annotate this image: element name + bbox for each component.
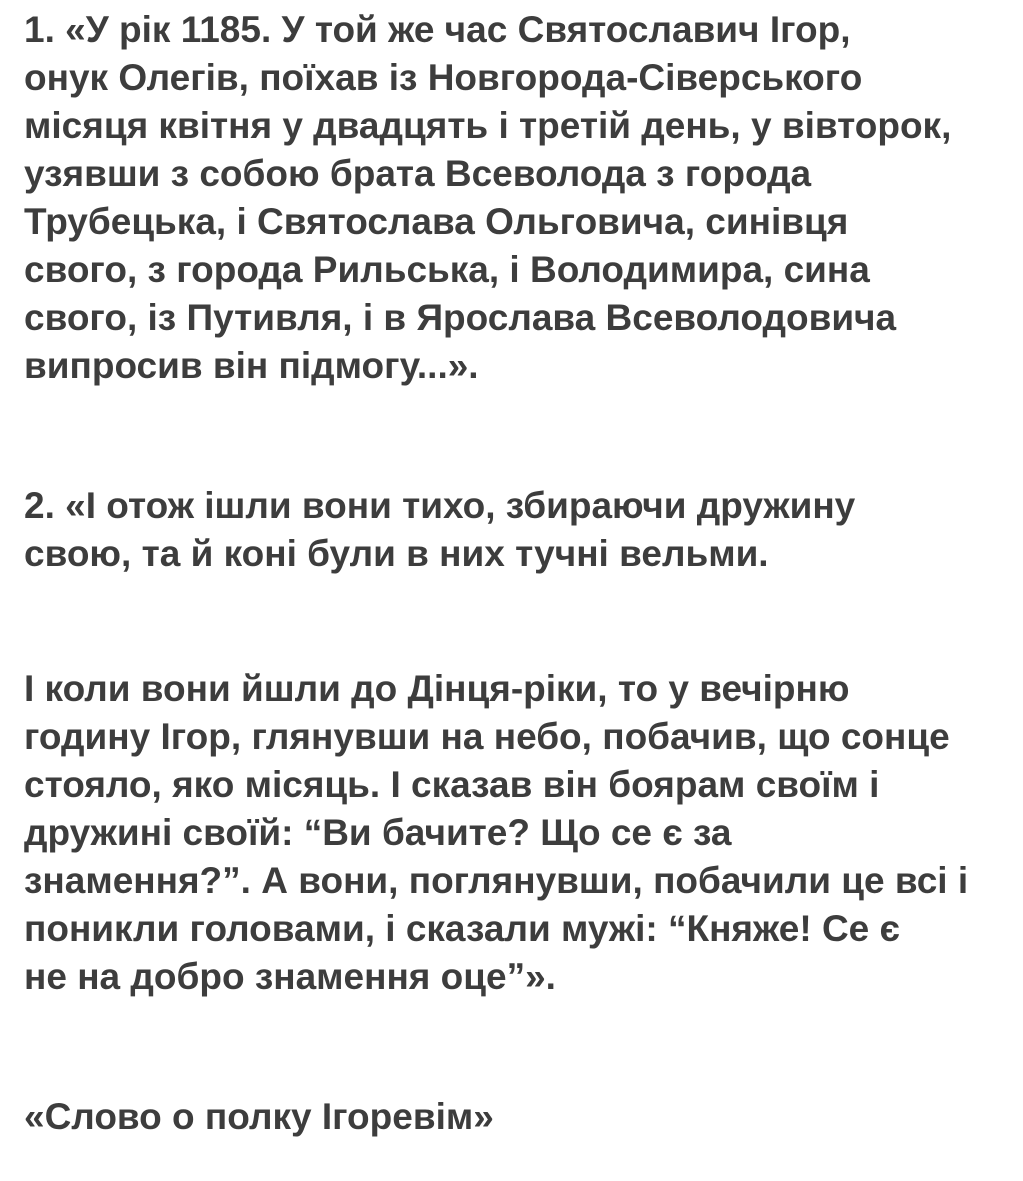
- paragraph-source-title: [24, 1093, 1023, 1141]
- text-line: свою, та й коні були в них тучні вельми.: [24, 533, 769, 574]
- text-line: знамення?”. А вони, поглянувши, побачили це всі і: [24, 860, 969, 901]
- text-line: свого, з города Рильська, і Володимира, сина: [24, 249, 870, 290]
- text-line: місяця квітня у двадцять і третій день, у вівторок,: [24, 105, 952, 146]
- text-line: «Слово о полку Ігоревім»: [24, 1096, 494, 1137]
- text-line: онук Олегів, поїхав із Новгорода-Сіверського: [24, 57, 863, 98]
- text-line: узявши з собою брата Всеволода з города: [24, 153, 812, 194]
- text-line: І коли вони йшли до Дінця-ріки, то у вечірню: [24, 668, 850, 709]
- text-line: стояло, яко місяць. І сказав він боярам своїм і: [24, 764, 880, 805]
- text-line: годину Ігор, глянувши на небо, побачив, що сонце: [24, 716, 950, 757]
- text-line: 1. «У рік 1185. У той же час Святославич Ігор,: [24, 9, 851, 50]
- text-line: поникли головами, і сказали мужі: “Княже! Се є: [24, 908, 900, 949]
- paragraph-chronicle-excerpt-3: [24, 665, 1023, 1001]
- text-line: 2. «І отож ішли вони тихо, збираючи дружину: [24, 485, 856, 526]
- text-line: свого, із Путивля, і в Ярослава Всеволодовича: [24, 297, 897, 338]
- text-line: випросив він підмогу...».: [24, 345, 479, 386]
- paragraph-chronicle-excerpt-1: [24, 6, 1023, 390]
- text-line: дружині своїй: “Ви бачите? Що се є за: [24, 812, 732, 853]
- text-line: не на добро знамення оце”».: [24, 956, 556, 997]
- text-line: Трубецька, і Святослава Ольговича, синівця: [24, 201, 849, 242]
- paragraph-chronicle-excerpt-2: [24, 482, 1023, 578]
